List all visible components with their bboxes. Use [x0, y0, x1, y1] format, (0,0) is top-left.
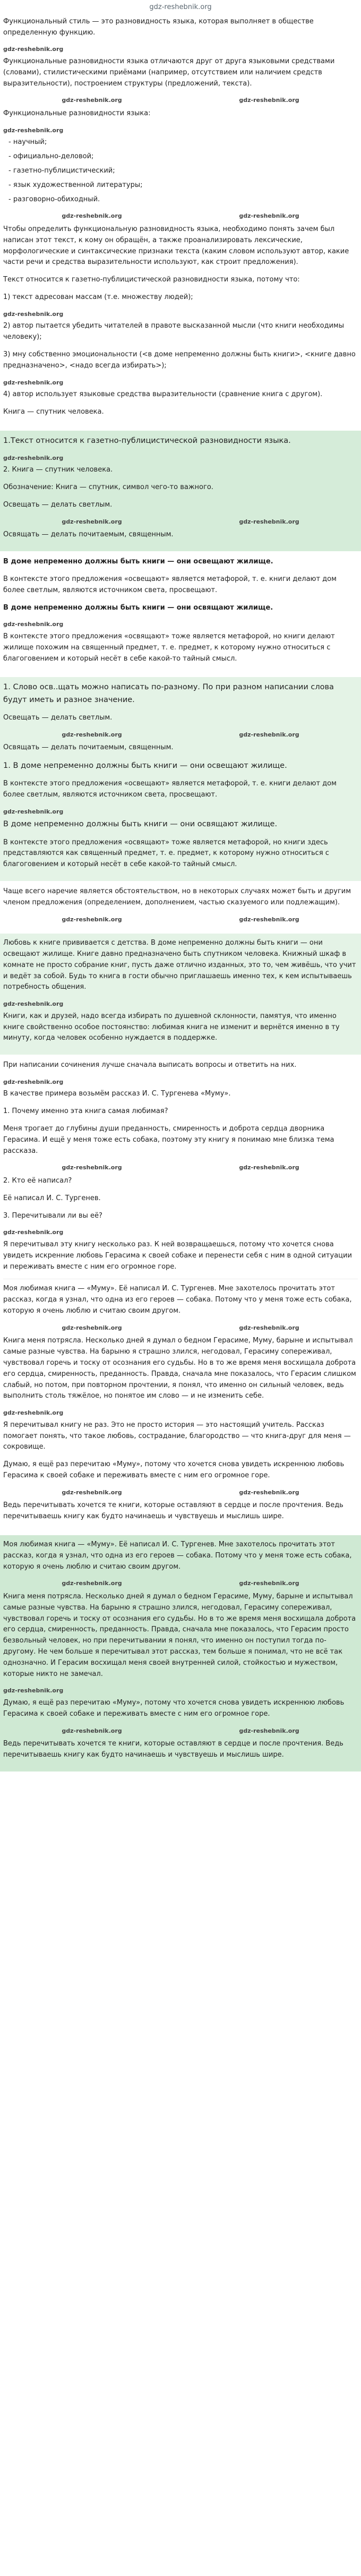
question-3: 3. Перечитывали ли вы её?	[3, 1211, 102, 1220]
task-section	[0, 1060, 361, 1532]
reason-2: 2) автор пытается убедить читателей в правоте высказанной мысли (что книги необходимы человеку);	[3, 322, 345, 341]
final-essay-panel	[0, 1535, 361, 1771]
list-item: - разговорно-обиходный.	[8, 195, 100, 203]
watermark: gdz-reshebnik.org	[239, 1164, 299, 1171]
list-item: - научный;	[8, 138, 47, 147]
example-title: В качестве примера возьмём рассказ И. С. Тургенева «Муму».	[3, 1090, 231, 1098]
watermark: gdz-reshebnik.org	[239, 915, 299, 923]
watermark: gdz-reshebnik.org	[239, 1580, 299, 1587]
watermark: gdz-reshebnik.org	[62, 1164, 122, 1171]
essay-para-2: Книга меня потрясла. Несколько дней я думал о бедном Герасиме, Муму, барыне и испытывал самые разные чувства. На барыню я страшно злился, негодовал, Герасиму сопереживал, чувствовал горечь и тоску от осознания его судьбы. Но в то же время меня восхищала доброта его сердца, смиренность, преданность. Правда, сначала мне показалось, что Герасим слишком слабый, но потом, при повторном прочтении, я понял, что именно он сильный человек, ведь выполнить столь тяжёлое, но понятое им слово — и не изменить себе.	[3, 1337, 356, 1400]
watermark: gdz-reshebnik.org	[62, 212, 122, 220]
watermark-row	[3, 517, 358, 527]
answer-def: Освещать — делать светлым.	[3, 713, 113, 722]
watermark: gdz-reshebnik.org	[239, 518, 299, 525]
task-intro: При написании сочинения лучше сначала выписать вопросы и ответить на них.	[3, 1061, 297, 1069]
answer-title: 1. Слово осв..щать можно написать по-разному. По при разном написании слова будут иметь и разное значение.	[3, 683, 334, 704]
watermark-row	[3, 1579, 358, 1588]
metaphor-note-2: В контексте этого предложения «освящают» тоже является метафорой, но книги делают жилище похожим на священный предмет, т. е. предмет, к которому нужно относиться с благоговением и который несёт в себе какой-то тайный смысл.	[3, 632, 335, 663]
watermark: gdz-reshebnik.org	[62, 1324, 122, 1331]
answer-panel-1	[0, 431, 361, 552]
answer-line: Освещать — делать светлым.	[3, 501, 113, 509]
love-panel	[0, 934, 361, 1055]
item-1: Книга — спутник человека.	[3, 407, 104, 416]
watermark: gdz-reshebnik.org	[62, 1580, 122, 1587]
watermark: gdz-reshebnik.org	[239, 731, 299, 738]
watermark: gdz-reshebnik.org	[3, 1409, 64, 1417]
list-item: - официально-деловой;	[8, 152, 94, 161]
watermark: gdz-reshebnik.org	[3, 379, 64, 386]
metaphor-note-1: В контексте этого предложения «освещают» является метафорой, т. е. книги делают дом более светлым, являются источником света, просвещают.	[3, 575, 337, 594]
watermark-row	[3, 1488, 358, 1497]
watermark: gdz-reshebnik.org	[239, 97, 299, 104]
watermark: gdz-reshebnik.org	[3, 454, 64, 461]
answer-3: Я перечитывал эту книгу несколько раз. К ней возвращаешься, потому что хочется снова увидеть искренние любовь Герасима к своей собаке и перенести себя с ним в одной ситуации и переживать вместе с ним его огромное горе.	[3, 1240, 352, 1271]
question-2: 2. Кто её написал?	[3, 1177, 72, 1185]
answer-note: В контексте этого предложения «освещают» является метафорой, т. е. книги делают дом более светлым, являются источником света, просвещают.	[3, 780, 337, 799]
site-header[interactable]	[0, 0, 361, 16]
reason-1: 1) текст адресован массам (т.е. множеству людей);	[3, 293, 193, 301]
watermark-row	[3, 1163, 358, 1173]
final-para-3: Думаю, я ещё раз перечитаю «Муму», потому что хочется снова увидеть искреннюю любовь Герасима к своей собаке и переживать вместе с ним его огромное горе.	[3, 1698, 345, 1718]
final-para-2: Книга меня потрясла. Несколько дней я думал о бедном Герасиме, Муму, барыне и испытывал самые разные чувства. На барыню я страшно злился, негодовал, Герасиму сопереживал, чувствовал горечь и тоску от осознания его судьбы. Но в то же время меня восхищала доброта его сердца, смиренность, преданность. Правда, сначала мне показалось, что Герасим просто безвольный человек, но при перечитывании я понял, что именно он поступил тогда по-другому. Не чем больше я перечитывал этот рассказ, тем больше я понимал, что не всё так однозначно. И Герасим восхищал меня своей внутренней силой, стойкостью и мужеством, которые никто не замечал.	[3, 1592, 356, 1678]
watermark: gdz-reshebnik.org	[62, 731, 122, 738]
answer-def: Освящать — делать почитаемым, священным.	[3, 743, 174, 752]
list-item: - газетно-публицистический;	[8, 166, 115, 175]
watermark: gdz-reshebnik.org	[3, 1229, 64, 1236]
love-para-2: Книги, как и друзей, надо всегда избирать по душевной склонности, памятуя, что именно книге свойственно особое постоянство: любимая книга не изменит и вернётся именно в ту минуту, когда человек особенно нуждается в поддержке.	[3, 1012, 340, 1042]
final-para-1: Моя любимая книга — «Муму». Её написал И. С. Тургенев. Мне захотелось прочитать этот рассказ, когда я узнал, что одна из его героев — собака. Потому что у меня тоже есть собака, которую я очень люблю и считаю своим другом.	[3, 1540, 352, 1571]
answer-line: Освящать — делать почитаемым, священным.	[3, 530, 174, 539]
reason-4: 4) автор использует языковые средства выразительности (сравнение книга с другом).	[3, 390, 323, 399]
watermark-row	[3, 1726, 358, 1736]
watermark: gdz-reshebnik.org	[3, 808, 64, 815]
list-item: - язык художественной литературы;	[8, 181, 143, 189]
watermark: gdz-reshebnik.org	[3, 1687, 64, 1694]
watermark: gdz-reshebnik.org	[239, 1324, 299, 1331]
watermark: gdz-reshebnik.org	[3, 126, 64, 134]
main-text-section	[0, 886, 361, 930]
final-para-4: Ведь перечитывать хочется те книги, которые оставляют в сердце и после прочтения. Ведь перечитываешь книгу как будто начинаешь и чувствуешь и мыслишь шире.	[3, 1740, 343, 1759]
intro-para-2: Функциональные разновидности языка отличаются друг от друга языковыми средствами (словами), стилистическими приёмами (например, отсутствием или наличием средств выразительности), построением структуры (предложений, текста).	[3, 57, 335, 88]
analysis-intro: Чтобы определить функциональную разновидность языка, необходимо понять зачем был написан этот текст, к кому он обращён, а также проанализировать лексические, морфологические и синтаксические признаки текста (каким словом используют автор, какие части речи и средства выразительности используют, как строит предложения).	[3, 225, 349, 267]
question-1: 1. Почему именно эта книга самая любимая?	[3, 1107, 168, 1116]
watermark: gdz-reshebnik.org	[62, 1488, 122, 1496]
watermark: gdz-reshebnik.org	[62, 915, 122, 923]
essay-para-1: Моя любимая книга — «Муму». Её написал И. С. Тургенев. Мне захотелось прочитать этот рассказ, когда я узнал, что одна из его героев — собака. Потому что у меня тоже есть собака, которую я очень люблю и считаю своим другом.	[3, 1285, 352, 1315]
metaphor-section	[0, 557, 361, 674]
watermark-row	[3, 915, 358, 925]
watermark: gdz-reshebnik.org	[62, 518, 122, 525]
watermark: gdz-reshebnik.org	[3, 1078, 64, 1085]
watermark-row	[3, 1323, 358, 1333]
intro-section	[0, 16, 361, 427]
home-books-bold-2: В доме непременно должны быть книги — они освящают жилище.	[3, 603, 273, 612]
reason-3: 3) мну собственно эмоциональности (<в доме непременно должны быть книги>, <книге давно предназначено>, <надо всегда избирать>);	[3, 350, 356, 370]
watermark: gdz-reshebnik.org	[239, 1727, 299, 1734]
answer-example: 1. В доме непременно должны быть книги — они освещают жилище.	[3, 761, 287, 770]
answer-1: Меня трогает до глубины души преданность, смиренность и доброта сердца дворника Герасима. И ещё у меня тоже есть собака, поэтому эту книгу я понимаю мне близка тема рассказа.	[3, 1125, 334, 1155]
answer-note: В контексте этого предложения «освящают» тоже является метафорой, но книги здесь представляются как священный предмет, т. е. предмет, к которому нужно относиться с благоговением и который несёт в себе какой-то тайный смысл.	[3, 838, 329, 869]
watermark: gdz-reshebnik.org	[62, 1727, 122, 1734]
watermark-row	[3, 211, 358, 221]
essay-para-5: Ведь перечитывать хочется те книги, которые оставляют в сердце и после прочтения. Ведь перечитываешь книгу как будто начинаешь и чувствуешь и мыслишь шире.	[3, 1501, 343, 1521]
styles-list	[8, 137, 358, 205]
watermark: gdz-reshebnik.org	[3, 310, 64, 318]
watermark-row	[3, 730, 358, 740]
essay-para-3: Я перечитывал книгу не раз. Это не просто история — это настоящий учитель. Рассказ помогает понять, что такое любовь, сострадание, благородство — что книга-друг для меня — сокровище.	[3, 1420, 351, 1451]
more-para: Чаще всего наречие является обстоятельством, но в некоторых случаях может быть и другим членом предложения (определением, дополнением, частью сказуемого или подлежащим).	[3, 887, 351, 906]
answer-panel-2	[0, 677, 361, 881]
home-books-bold: В доме непременно должны быть книги — они освещают жилище.	[3, 558, 273, 566]
essay-para-4: Думаю, я ещё раз перечитаю «Муму», потому что хочется снова увидеть искреннюю любовь Герасима к своей собаке и переживать вместе с ним его огромное горе.	[3, 1460, 345, 1479]
analysis-text: Текст относится к газетно-публицистической разновидности языка, потому что:	[3, 276, 300, 284]
answer-title: 1.Текст относится к газетно-публицистической разновидности языка.	[3, 436, 291, 445]
answer-2: Её написал И. С. Тургенев.	[3, 1194, 101, 1202]
watermark: gdz-reshebnik.org	[62, 97, 122, 104]
love-para-1: Любовь к книге прививается с детства. В доме непременно должны быть книги — они освещают жилище. Книге давно предназначено быть спутником человека. Книжный шкаф в комнате не просто собрание книг, пусть даже отлично изданных, это то, чем живёшь, что учит и ведёт за собой. Будь то книга в гости обычно приглашаешь именно тех, к кем испытываешь потребность общения.	[3, 939, 356, 991]
answer-line: 2. Книга — спутник человека.	[3, 466, 113, 474]
watermark: gdz-reshebnik.org	[3, 621, 64, 628]
intro-para-1: Функциональный стиль — это разновидность языка, которая выполняет в обществе определенную функцию.	[3, 17, 314, 37]
watermark: gdz-reshebnik.org	[239, 212, 299, 220]
intro-para-3: Функциональные разновидности языка:	[3, 109, 151, 117]
site-title[interactable]: gdz-reshebnik.org	[149, 3, 212, 11]
watermark: gdz-reshebnik.org	[239, 1488, 299, 1496]
watermark-row	[3, 96, 358, 105]
watermark: gdz-reshebnik.org	[3, 46, 64, 53]
watermark: gdz-reshebnik.org	[3, 1000, 64, 1008]
answer-line: Обозначение: Книга — спутник, символ чего-то важного.	[3, 483, 213, 492]
answer-example: В доме непременно должны быть книги — они освящают жилище.	[3, 820, 278, 829]
